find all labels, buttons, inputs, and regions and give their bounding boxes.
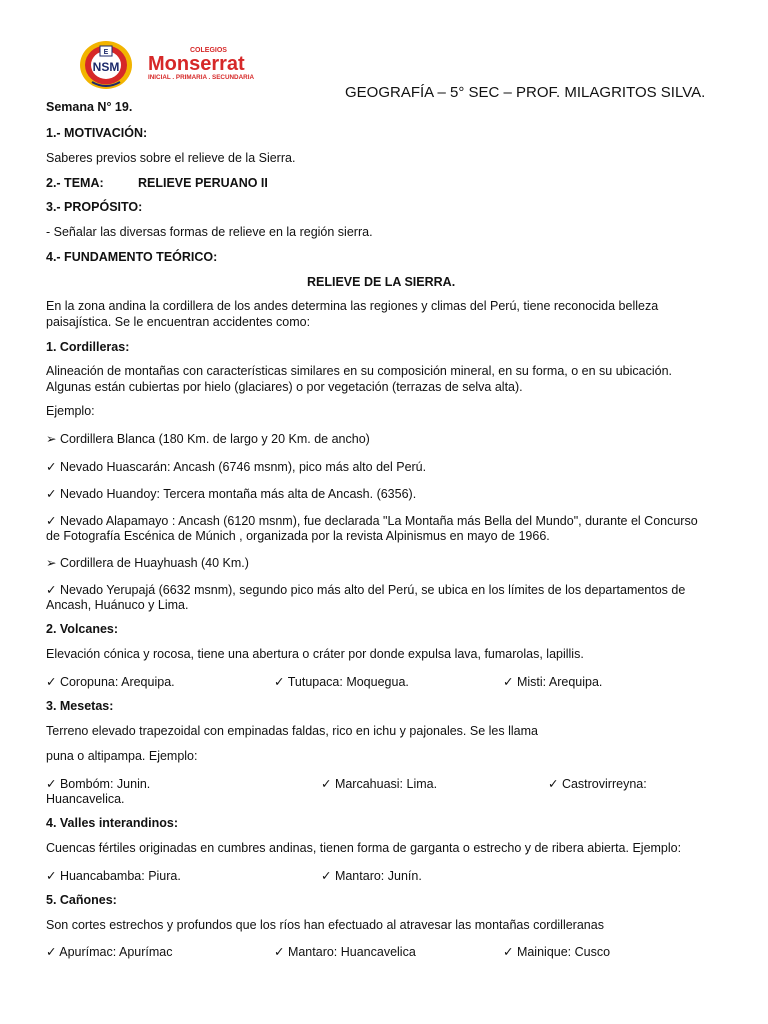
huayhuash-item: ➢ Cordillera de Huayhuash (40 Km.) <box>46 556 249 570</box>
alpamayo-line-1: ✓ Nevado Alapamayo : Ancash (6120 msnm), fue declarada "La Montaña más Bella del Mundo", durante el Concurso <box>46 514 698 528</box>
valle-item: ✓ Huancabamba: Piura. <box>46 869 181 883</box>
huandoy-item: ✓ Nevado Huandoy: Tercera montaña más alta de Ancash. (6356). <box>46 487 417 501</box>
theory-heading: 4.- FUNDAMENTO TEÓRICO: <box>46 250 218 264</box>
tema-value: RELIEVE PERUANO II <box>138 176 268 190</box>
canon-item: ✓ Mantaro: Huancavelica <box>274 945 416 959</box>
alpamayo-line-2: de Fotografía Escénica de Múnich , organizada por la revista Alpinismus en mayo de 1966. <box>46 529 550 543</box>
meseta-item: ✓ Castrovirreyna: <box>548 777 647 791</box>
monserrat-emblem-icon <box>78 38 278 92</box>
meseta-item: ✓ Marcahuasi: Lima. <box>321 777 438 791</box>
valles-heading: 4. Valles interandinos: <box>46 816 178 830</box>
example-label: Ejemplo: <box>46 404 95 418</box>
huascaran-item: ✓ Nevado Huascarán: Ancash (6746 msnm), pico más alto del Perú. <box>46 460 427 474</box>
meseta-item-overflow: Huancavelica. <box>46 792 125 806</box>
svg-text:E: E <box>103 49 109 56</box>
center-title: RELIEVE DE LA SIERRA. <box>307 275 456 289</box>
svg-text:NSM: NSM <box>92 60 120 74</box>
cordilleras-heading: 1. Cordilleras: <box>46 340 130 354</box>
volcano-item: ✓ Misti: Arequipa. <box>503 675 603 689</box>
motivation-text: Saberes previos sobre el relieve de la Sierra. <box>46 151 296 165</box>
mesetas-text-2: puna o altipampa. Ejemplo: <box>46 749 198 763</box>
week-number: Semana N° 19. <box>46 100 133 114</box>
cordillera-blanca-item: ➢ Cordillera Blanca (180 Km. de largo y 20 Km. de ancho) <box>46 432 370 446</box>
meseta-item: ✓ Bombóm: Junin. <box>46 777 151 791</box>
canon-item: ✓ Apurímac: Apurímac <box>46 945 173 959</box>
purpose-text: - Señalar las diversas formas de relieve en la región sierra. <box>46 225 373 239</box>
canon-item: ✓ Mainique: Cusco <box>503 945 611 959</box>
cordilleras-text-1: Alineación de montañas con características similares en su composición mineral, en su forma, o en su ubicación. <box>46 364 673 378</box>
motivation-heading: 1.- MOTIVACIÓN: <box>46 126 148 140</box>
valles-text: Cuencas fértiles originadas en cumbres andinas, tienen forma de garganta o estrecho y de ribera abierta. Ejemplo: <box>46 841 682 855</box>
intro-line-2: paisajística. Se le encuentran accidentes como: <box>46 315 311 329</box>
school-logo <box>78 38 278 92</box>
valle-item: ✓ Mantaro: Junín. <box>321 869 422 883</box>
canones-heading: 5. Cañones: <box>46 893 117 907</box>
course-header: GEOGRAFÍA – 5° SEC – PROF. MILAGRITOS SILVA. <box>345 84 706 101</box>
volcano-item: ✓ Coropuna: Arequipa. <box>46 675 175 689</box>
canones-text: Son cortes estrechos y profundos que los ríos han efectuado al atravesar las montañas cordilleranas <box>46 918 604 932</box>
yerupaja-line-1: ✓ Nevado Yerupajá (6632 msnm), segundo pico más alto del Perú, se ubica en los límites de los departamentos de <box>46 583 686 597</box>
volcano-item: ✓ Tutupaca: Moquegua. <box>274 675 409 689</box>
cordilleras-text-2: Algunas están cubiertas por hielo (glaciares) o por vegetación (terrazas de selva alta). <box>46 380 523 394</box>
svg-text:COLEGIOS: COLEGIOS <box>190 47 227 54</box>
yerupaja-line-2: Ancash, Huánuco y Lima. <box>46 598 189 612</box>
purpose-heading: 3.- PROPÓSITO: <box>46 200 143 214</box>
volcanes-text: Elevación cónica y rocosa, tiene una abertura o cráter por donde expulsa lava, fumarolas, lapillis. <box>46 647 584 661</box>
tema-label: 2.- TEMA: <box>46 176 104 190</box>
svg-text:INICIAL . PRIMARIA . SECUNDARI: INICIAL . PRIMARIA . SECUNDARIA <box>148 74 255 81</box>
mesetas-heading: 3. Mesetas: <box>46 699 114 713</box>
intro-line-1: En la zona andina la cordillera de los andes determina las regiones y climas del Perú, tiene reconocida belleza <box>46 299 659 313</box>
volcanes-heading: 2. Volcanes: <box>46 622 119 636</box>
svg-text:Monserrat: Monserrat <box>148 53 245 75</box>
mesetas-text-1: Terreno elevado trapezoidal con empinadas faldas, rico en ichu y pajonales. Se les llama <box>46 724 538 738</box>
